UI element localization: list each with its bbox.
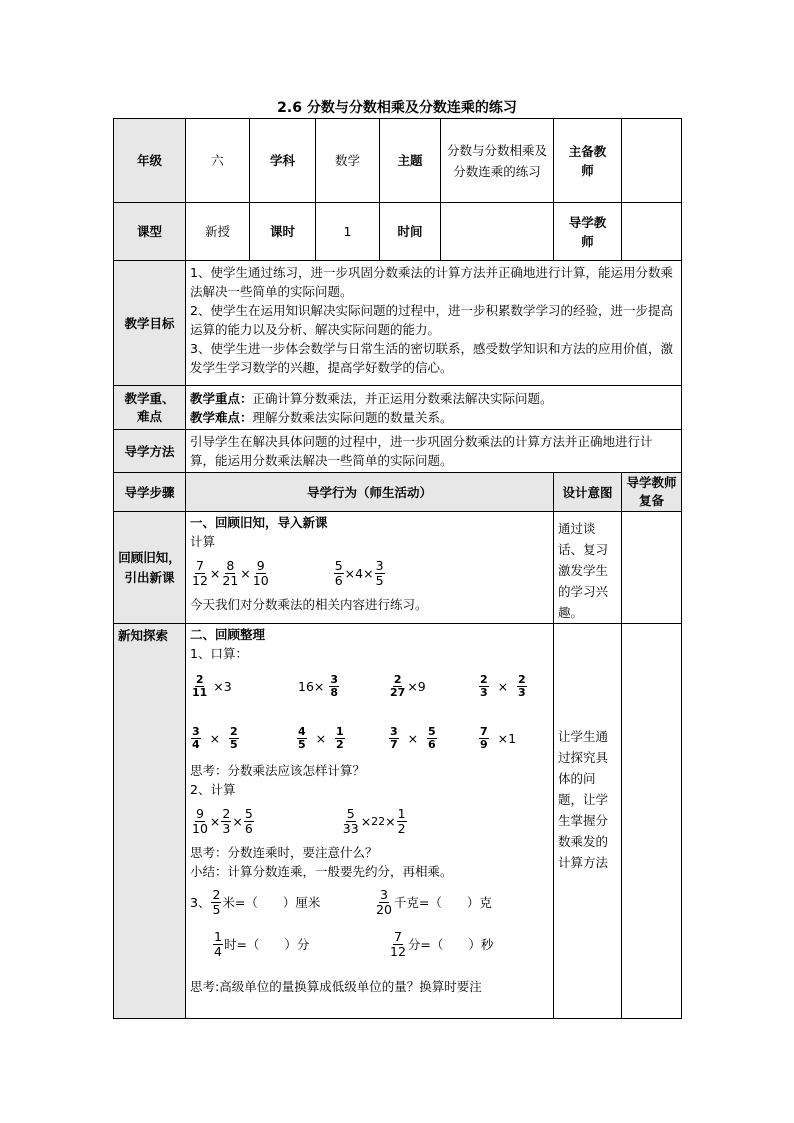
step2-review <box>622 624 682 1019</box>
teacher-value <box>622 119 682 203</box>
grade-label: 年级 <box>114 119 186 203</box>
guide-teacher-label: 导学教师 <box>554 203 622 261</box>
guide-teacher-value <box>622 203 682 261</box>
think-1: 思考：分数乘法应该怎样计算？ <box>190 763 366 778</box>
time-value <box>441 203 554 261</box>
grade-value: 六 <box>186 119 250 203</box>
step1-calc: 计算 <box>190 534 216 549</box>
key-label: 教学重、难点 <box>114 386 186 430</box>
step2-heading: 二、回顾整理 <box>190 627 266 642</box>
step1-expressions <box>190 551 549 595</box>
steps-header: 导学步骤 <box>114 473 186 512</box>
oral-title: 1、口算： <box>190 646 248 661</box>
step2-intent: 让学生通过探究具体的问题，让学生掌握分数乘发的计算方法 <box>554 624 622 1019</box>
method-label: 导学方法 <box>114 430 186 473</box>
expr-b: $\frac{5}{6}$ × 4 × $\frac{3}{5}$ <box>334 558 384 588</box>
step1-end: 今天我们对分数乘法的相关内容进行练习。 <box>190 597 428 612</box>
step2-label: 新知探索 <box>114 624 186 1019</box>
expr-a: $\frac{7}{12}$ × $\frac{8}{21}$ × $\frac{9}{10}$ <box>192 558 269 588</box>
expr-d: $\frac{5}{33}$ × 22 × $\frac{1}{2}$ <box>342 806 406 836</box>
think-2: 思考：分数连乘时，要注意什么？ <box>190 845 378 860</box>
subject-value: 数学 <box>316 119 380 203</box>
oral-row-2: $\frac{3}{4}$ × $\frac{2}{5}$ $\frac{4}{5}$ × $\frac{1}{2}$ $\frac{3}{7}$ × $\frac{5}{6}$ $\frac{7}{9}$ × 1 <box>192 724 517 751</box>
method-text: 引导学生在解决具体问题的过程中，进一步巩固分数乘法的计算方法并正确地进行计算，能运用分数乘法解决一些简单的实际问题。 <box>186 430 682 473</box>
calc-expressions <box>190 799 549 843</box>
expr-c: $\frac{9}{10}$ × $\frac{2}{3}$ × $\frac{5}{6}$ <box>192 806 253 836</box>
step1-heading: 一、回顾旧知，导入新课 <box>190 515 328 530</box>
review-header: 导学教师复备 <box>622 473 682 512</box>
goal-3: 3、使学生进一步体会数学与日常生活的密切联系，感受数学知识和方法的应用价值，激发学生学习数学的兴趣，提高学好数学的信心。 <box>190 341 673 375</box>
difficulty-label: 教学难点： <box>190 409 253 425</box>
summary: 小结：计算分数连乘，一般要先约分，再相乘。 <box>190 864 453 879</box>
topic-value: 分数与分数相乘及分数连乘的练习 <box>441 119 554 203</box>
unit-row-1: 3、 2 5 米=（ ）厘米 3 20 千克=（ ）克 <box>190 887 492 917</box>
subject-label: 学科 <box>250 119 316 203</box>
calc-title: 2、计算 <box>190 782 236 797</box>
lesson-plan-table <box>113 118 682 1019</box>
time-label: 时间 <box>380 203 441 261</box>
unit-row-2: 1 4 时=（ ）分 7 12 分=（ ）秒 <box>214 929 494 959</box>
type-label: 课型 <box>114 203 186 261</box>
actions-header: 导学行为（师生活动） <box>186 473 554 512</box>
oral-row-1: $\frac{2}{11}$ × 3 16 × $\frac{3}{8}$ $\frac{2}{27}$ × 9 $\frac{2}{3}$ × $\frac{2}{3}$ <box>192 672 526 699</box>
step1-label: 回顾旧知，引出新课 <box>114 512 186 624</box>
think-3: 思考:高级单位的量换算成低级单位的量？换算时要注 <box>190 979 482 994</box>
goal-2: 2、使学生在运用知识解决实际问题的过程中，进一步积累数学学习的经验，进一步提高运算的能力以及分析、解决实际问题的能力。 <box>190 303 673 337</box>
period-value: 1 <box>316 203 380 261</box>
teacher-label: 主备教师 <box>554 119 622 203</box>
type-value: 新授 <box>186 203 250 261</box>
step1-intent: 通过谈话、复习激发学生的学习兴趣。 <box>554 512 622 624</box>
step1-review <box>622 512 682 624</box>
period-label: 课时 <box>250 203 316 261</box>
difficulty-text: 理解分数乘法实际问题的数量关系。 <box>252 409 453 425</box>
key-point-label: 教学重点： <box>190 390 253 406</box>
topic-label: 主题 <box>380 119 441 203</box>
page-title: 2.6 分数与分数相乘及分数连乘的练习 <box>277 100 517 116</box>
goals-label: 教学目标 <box>114 261 186 386</box>
goal-1: 1、使学生通过练习，进一步巩固分数乘法的计算方法并正确地进行计算，能运用分数乘法解决一些简单的实际问题。 <box>190 265 673 299</box>
intent-header: 设计意图 <box>554 473 622 512</box>
key-point-text: 正确计算分数乘法，并正运用分数乘法解决实际问题。 <box>252 390 553 406</box>
